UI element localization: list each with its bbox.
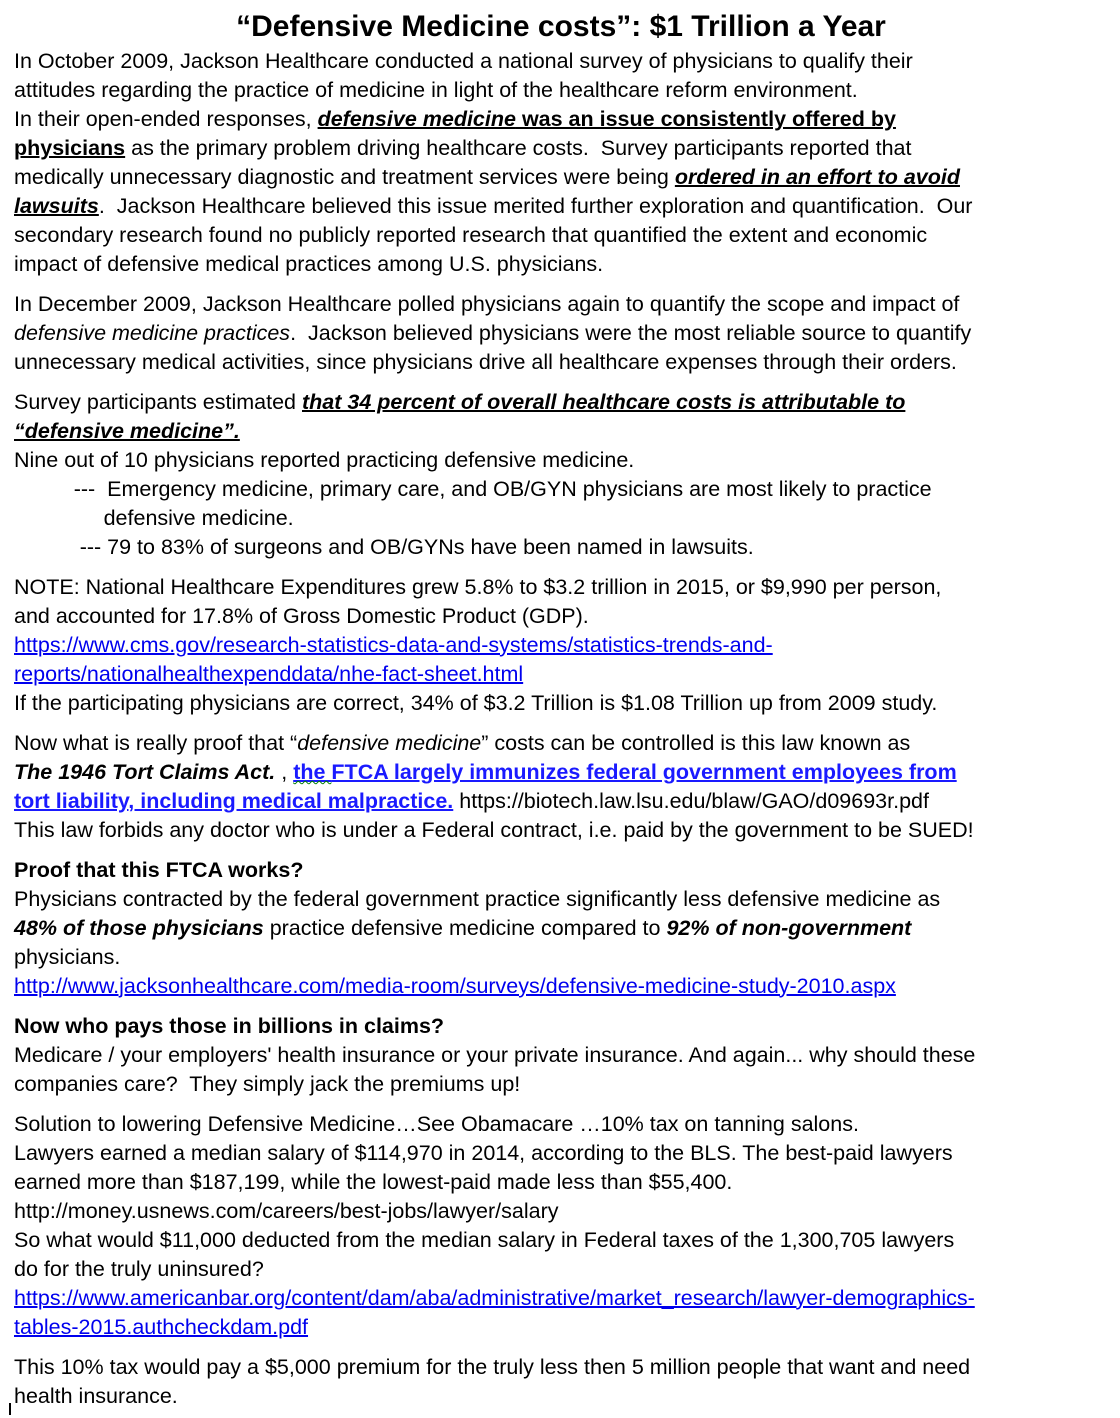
text-run: This law forbids any doctor who is under a Federal contract, i.e. paid by the government to be SUED! [14,818,974,842]
text-run: defensive medicine [317,107,516,131]
text-cursor [9,1403,11,1415]
document-title: “Defensive Medicine costs”: $1 Trillion a Year [236,10,886,43]
ftca-proof-paragraph [14,856,1108,1001]
text-run: If the participating physicians are correct, 34% of $3.2 Trillion is $1.08 Trillion up from 2009 study. [14,691,938,715]
text-run: physicians. [14,945,121,969]
ftca-link[interactable]: tort liability, including medical malpractice. [14,789,454,813]
text-run: defensive medicine [297,731,482,755]
text-run: defensive medicine. [14,506,294,530]
text-run: health insurance. [14,1384,178,1408]
text-run: Now who pays those in billions in claims? [14,1014,445,1038]
who-pays-paragraph [14,1012,1108,1099]
note-expenditures-paragraph [14,573,1108,718]
text-run: practice defensive medicine compared to [263,916,667,940]
text-run: defensive medicine practices [14,321,291,345]
text-run: Medicare / your employers' health insurance or your private insurance. And again... why should these [14,1043,976,1067]
text-run: In their open-ended responses, [14,107,318,131]
text-run: Survey participants estimated [14,390,302,414]
text-run: In December 2009, Jackson Healthcare polled physicians again to quantify the scope and impact of [14,292,960,316]
text-run: do for the truly uninsured? [14,1257,264,1281]
closing-paragraph [14,1353,1108,1411]
text-run: Now what is really proof that “ [14,731,298,755]
text-run: In October 2009, Jackson Healthcare conducted a national survey of physicians to qualify their [14,49,913,73]
text-run: earned more than $187,199, while the lowest-paid made less than $55,400. [14,1170,733,1194]
text-run: impact of defensive medical practices among U.S. physicians. [14,252,604,276]
text-run: ordered in an effort to avoid [674,165,960,189]
text-run: medically unnecessary diagnostic and treatment services were being [14,165,675,189]
intro-paragraph [14,47,1108,279]
ftca-link[interactable]: the [293,760,332,784]
cms-gov-link[interactable]: https://www.cms.gov/research-statistics-data-and-systems/statistics-trends-and- [14,633,773,657]
text-run: Solution to lowering Defensive Medicine…See Obamacare …10% tax on tanning salons. [14,1112,859,1136]
text-run: NOTE: National Healthcare Expenditures grew 5.8% to $3.2 trillion in 2015, or $9,990 per person, [14,575,942,599]
survey-findings-paragraph [14,388,1108,562]
text-run: secondary research found no publicly reported research that quantified the extent and economic [14,223,928,247]
text-run: lawsuits [14,194,99,218]
text-run: companies care? They simply jack the premiums up! [14,1072,521,1096]
text-run: http://money.usnews.com/careers/best-jobs/lawyer/salary [14,1199,559,1223]
text-run: 92% of non-government [666,916,912,940]
text-run: Proof that this FTCA works? [14,858,304,882]
text-run: Lawyers earned a median salary of $114,970 in 2014, according to the BLS. The best-paid lawyers [14,1141,953,1165]
text-run: --- Emergency medicine, primary care, and OB/GYN physicians are most likely to practice [14,477,932,501]
text-run: “defensive medicine”. [14,419,240,443]
document-body [14,47,1108,1411]
cms-gov-link[interactable]: reports/nationalhealthexpenddata/nhe-fact-sheet.html [14,662,524,686]
tort-claims-paragraph [14,729,1108,845]
text-run: physicians [14,136,126,160]
text-run: was an issue consistently offered by [515,107,896,131]
text-run: --- 79 to 83% of surgeons and OB/GYNs have been named in lawsuits. [14,535,754,559]
text-run: . Jackson Healthcare believed this issue merited further exploration and quantification. Our [98,194,973,218]
december-poll-paragraph [14,290,1108,377]
text-run: The 1946 Tort Claims Act. [14,760,276,784]
text-run: and accounted for 17.8% of Gross Domestic Product (GDP). [14,604,589,628]
solution-paragraph [14,1110,1108,1342]
text-run: This 10% tax would pay a $5,000 premium for the truly less then 5 million people that want and need [14,1355,971,1379]
text-run: Nine out of 10 physicians reported practicing defensive medicine. [14,448,635,472]
ftca-link[interactable]: FTCA largely immunizes federal government employees from [331,760,957,784]
text-run: . Jackson believed physicians were the most reliable source to quantify [290,321,972,345]
americanbar-link[interactable]: tables-2015.authcheckdam.pdf [14,1315,309,1339]
text-run: , [275,760,294,784]
text-run: https://biotech.law.lsu.edu/blaw/GAO/d09693r.pdf [453,789,929,813]
americanbar-link[interactable]: https://www.americanbar.org/content/dam/aba/administrative/market_research/lawyer-demographics- [14,1286,975,1310]
text-run: ” costs can be controlled is this law known as [481,731,911,755]
text-run: Physicians contracted by the federal government practice significantly less defensive medicine as [14,887,941,911]
text-run: 48% of those physicians [14,916,264,940]
text-run: that 34 percent of overall healthcare costs is attributable to [302,390,906,414]
text-run: unnecessary medical activities, since physicians drive all healthcare expenses through their orders. [14,350,957,374]
text-run: as the primary problem driving healthcare costs. Survey participants reported that [125,136,912,160]
text-run: So what would $11,000 deducted from the median salary in Federal taxes of the 1,300,705 lawyers [14,1228,955,1252]
jackson-healthcare-link[interactable]: http://www.jacksonhealthcare.com/media-room/surveys/defensive-medicine-study-2010.aspx [14,974,896,998]
text-run: attitudes regarding the practice of medicine in light of the healthcare reform environment. [14,78,858,102]
